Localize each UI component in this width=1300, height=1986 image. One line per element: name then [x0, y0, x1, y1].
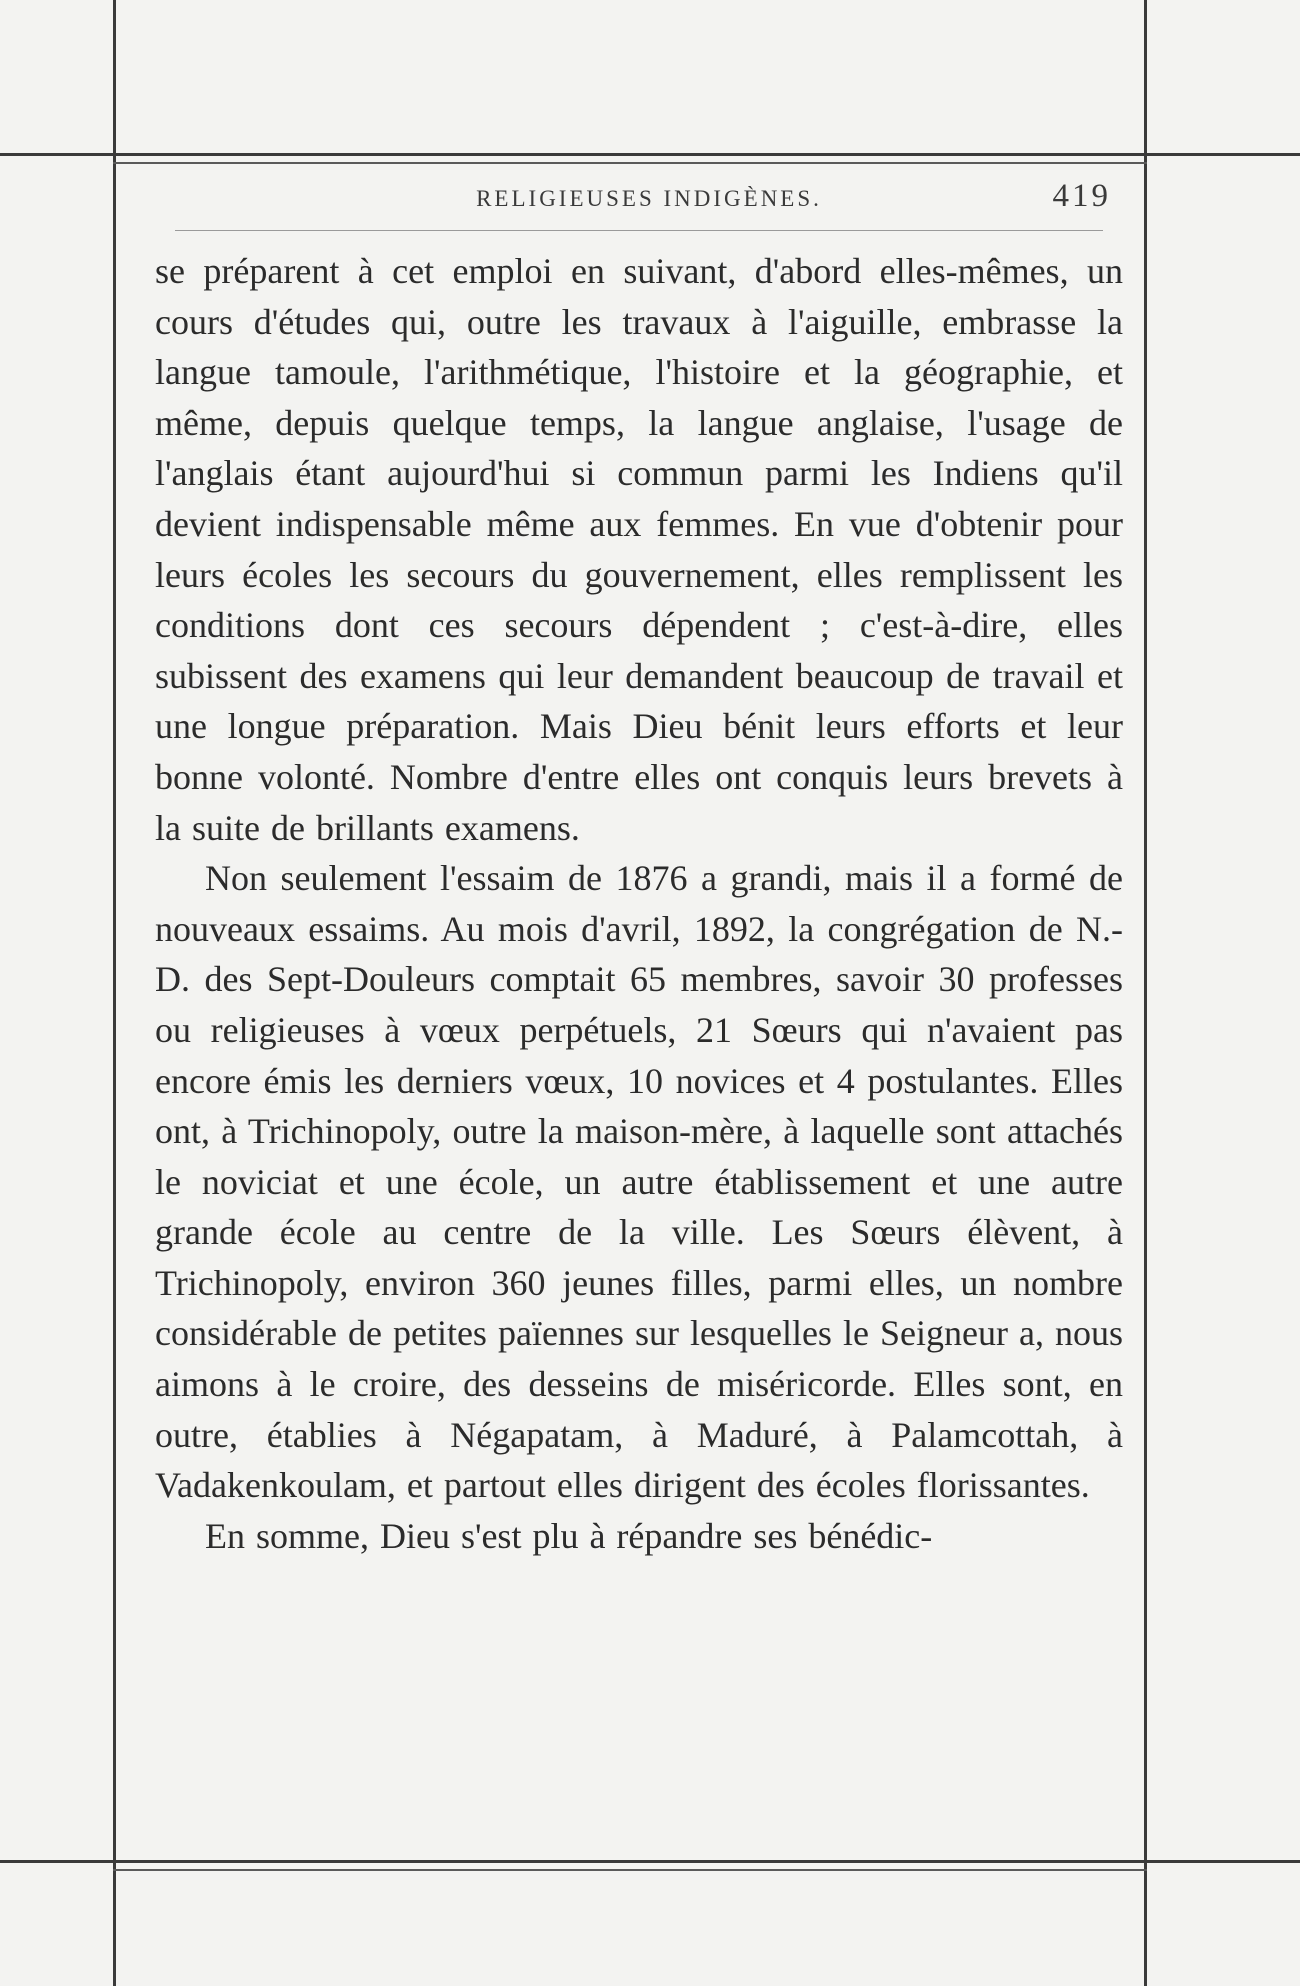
paragraph-1: se préparent à cet emploi en suivant, d'abord elles-mêmes, un cours d'études qui, outre les travaux à l'aiguille, embrasse la langue tamoule, l'arithmétique, l'histoire et la géographie, et même, depuis quelque temps, la langue anglaise, l'usage de l'anglais étant aujourd'hui si commun parmi les Indiens qu'il devient indispensable même aux femmes. En vue d'obtenir pour leurs écoles les secours du gouvernement, elles remplissent les conditions dont ces secours dépendent ; c'est-à-dire, elles subissent des examens qui leur demandent beaucoup de travail et une longue préparation. Mais Dieu bénit leurs efforts et leur bonne volonté. Nombre d'entre elles ont conquis leurs brevets à la suite de brillants examens. [155, 251, 1123, 848]
paragraph-2: Non seulement l'essaim de 1876 a grandi, mais il a formé de nouveaux essaims. Au mois d'avril, 1892, la congrégation de N.-D. des Sept-Douleurs comptait 65 membres, savoir 30 professes ou religieuses à vœux perpétuels, 21 Sœurs qui n'avaient pas encore émis les derniers vœux, 10 novices et 4 postulantes. Elles ont, à Trichinopoly, outre la maison-mère, à laquelle sont attachés le noviciat et une école, un autre établissement et une autre grande école au centre de la ville. Les Sœurs élèvent, à Trichinopoly, environ 360 jeunes filles, parmi elles, un nombre considérable de petites païennes sur lesquelles le Seigneur a, nous aimons à le croire, des desseins de miséricorde. Elles sont, en outre, établies à Négapatam, à Maduré, à Palamcottah, à Vadakenkoulam, et partout elles dirigent des écoles florissantes. [155, 858, 1123, 1506]
page-number: 419 [1052, 178, 1111, 214]
paragraph-3: En somme, Dieu s'est plu à répandre ses bénédic- [205, 1515, 933, 1556]
running-head [155, 168, 1123, 228]
book-page [155, 168, 1123, 1561]
scan-frame-top-line [0, 153, 1300, 156]
scan-frame-bottom-inner-line [113, 1869, 1147, 1871]
body-text [155, 246, 1123, 1561]
scan-frame-right-line [1144, 0, 1147, 1986]
scan-frame-left-line [113, 0, 116, 1986]
scan-frame-top-inner-line [113, 162, 1147, 164]
header-rule [175, 230, 1103, 231]
running-title: RELIGIEUSES INDIGÈNES. [476, 186, 822, 211]
scan-frame-bottom-line [0, 1860, 1300, 1863]
